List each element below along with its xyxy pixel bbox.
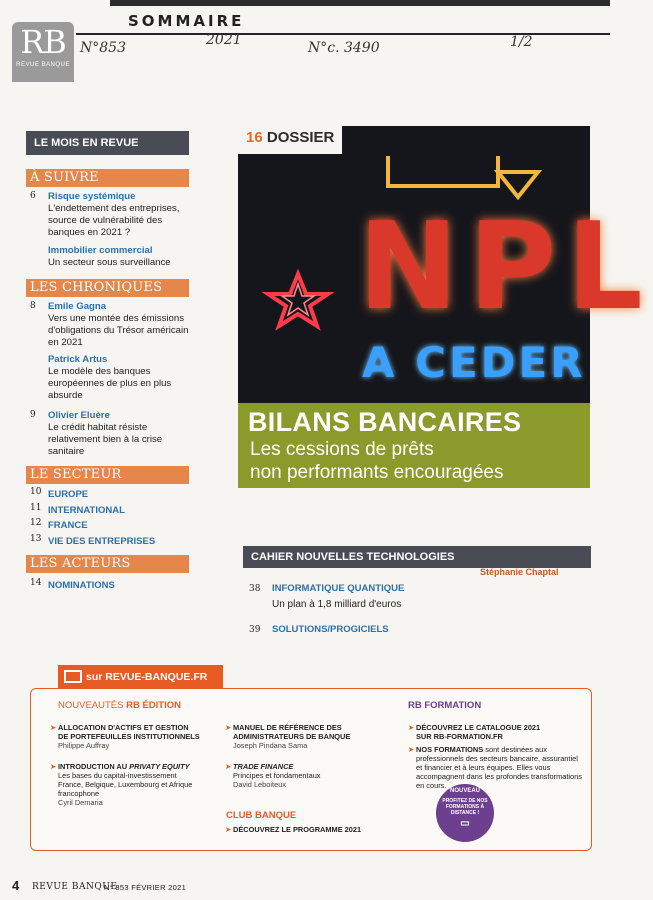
entry-author: Emile Gagna — [48, 301, 107, 312]
nouveautes-label: NOUVEAUTÉS — [58, 700, 124, 711]
page-number: 14 — [30, 578, 42, 588]
club-heading: CLUB BANQUE — [226, 810, 297, 821]
nouveautes-brand: RB ÉDITION — [126, 700, 181, 711]
formation-text: sont destinées aux professionnels des secteurs bancaire, assurantiel et financier et à leurs équipes. Elles vous accompagnent dans les profondes transformations en cours. — [416, 745, 582, 790]
list-item[interactable] — [26, 245, 189, 269]
book-title-line2: DE PORTEFEUILLES INSTITUTIONNELS — [58, 732, 200, 741]
list-item[interactable] — [26, 301, 189, 349]
footer-publication: REVUE BANQUE — [32, 882, 118, 892]
page-number: 38 — [249, 584, 261, 594]
book-title-emphasis: PRIVATY EQUITY — [129, 762, 190, 771]
handwritten-issue: N°853 — [80, 40, 126, 56]
list-item[interactable] — [26, 191, 189, 239]
dossier-tab — [238, 126, 342, 154]
neon-ceder-text: A CEDER — [362, 338, 586, 387]
formation-heading: RB FORMATION — [408, 700, 482, 711]
section-chroniques: LES CHRONIQUES — [26, 279, 189, 297]
entry-topic: Risque systémique — [48, 191, 136, 202]
entry-title: L'endettement des entreprises, source de vulnérabilité des banques en 2021 ? — [48, 203, 180, 238]
book-item[interactable] — [50, 723, 223, 750]
page-number: 11 — [30, 502, 42, 513]
list-item[interactable] — [26, 503, 189, 519]
neon-npl-text: NPL — [358, 198, 653, 337]
book-title-emphasis: TRADE FINANCE — [233, 762, 294, 771]
dossier-title: BILANS BANCAIRES — [248, 407, 522, 437]
list-item[interactable] — [26, 410, 189, 458]
dossier-page-number: 16 — [246, 129, 263, 146]
entry-author: Olivier Eluère — [48, 410, 110, 421]
formation-item-line1: DÉCOUVREZ LE CATALOGUE 2021 — [416, 723, 541, 732]
cahier-heading: CAHIER NOUVELLES TECHNOLOGIES — [243, 546, 591, 568]
logo-mark: RB — [20, 23, 66, 61]
book-subtitle: France, Belgique, Luxembourg et Afrique francophone — [58, 780, 193, 798]
entry-title: FRANCE — [48, 520, 88, 531]
dossier-subtitle-line2: non performants encouragées — [250, 462, 504, 483]
formation-lead: NOS FORMATIONS — [416, 745, 484, 754]
list-item[interactable] — [26, 354, 189, 402]
book-subtitle: Les bases du capital-investissement — [58, 771, 177, 780]
neon-arrow-line — [388, 156, 498, 186]
entry-author: Patrick Artus — [48, 354, 108, 365]
revue-banque-site-button[interactable] — [58, 665, 223, 689]
dossier-label: DOSSIER — [266, 129, 335, 146]
neon-arrow-head — [498, 172, 538, 197]
club-item-label: DÉCOUVREZ LE PROGRAMME 2021 — [233, 825, 362, 834]
computer-icon — [64, 670, 82, 683]
cahier-item-title[interactable]: INFORMATIQUE QUANTIQUE — [272, 583, 405, 594]
entry-topic: Immobilier commercial — [48, 245, 153, 256]
page-title: SOMMAIRE — [128, 12, 245, 30]
book-author: Cyril Demaria — [58, 798, 103, 807]
entry-title: EUROPE — [48, 489, 89, 500]
book-title-line1: ALLOCATION D'ACTIFS ET GESTION — [58, 723, 189, 732]
formation-catalogue-link[interactable] — [408, 723, 586, 741]
dossier-title-block[interactable] — [238, 403, 590, 488]
cahier-item-text: Un plan à 1,8 milliard d'euros — [272, 599, 402, 610]
entry-title: Un secteur sous surveillance — [48, 257, 171, 268]
cahier-item-title[interactable]: SOLUTIONS/PROGICIELS — [272, 624, 389, 635]
arrow-icon: ➤ — [408, 723, 415, 732]
formation-item-line2: SUR RB-FORMATION.FR — [416, 732, 503, 741]
entry-title: Le crédit habitat résiste relativement bien à la crise sanitaire — [48, 422, 163, 457]
page-number: 39 — [249, 625, 261, 635]
book-title-line1: MANUEL DE RÉFÉRENCE DES — [233, 723, 342, 732]
section-heading: LE MOIS EN REVUE — [26, 131, 189, 155]
nouveau-badge[interactable] — [436, 784, 494, 842]
list-item[interactable] — [26, 518, 189, 534]
book-item[interactable] — [50, 762, 233, 807]
entry-title: Le modèle des banques européennes de plus en plus absurde — [48, 366, 172, 401]
section-a-suivre: À SUIVRE — [26, 169, 189, 187]
arrow-icon: ➤ — [50, 762, 57, 771]
arrow-icon: ➤ — [50, 723, 57, 732]
club-item[interactable] — [225, 825, 393, 834]
book-subtitle: Principes et fondamentaux — [233, 771, 321, 780]
page-number: 8 — [30, 301, 36, 311]
list-item[interactable] — [26, 578, 189, 594]
badge-text: PROFITEZ DE NOS FORMATIONS À DISTANCE ! — [442, 798, 488, 816]
page-number: 9 — [30, 410, 36, 420]
entry-title: INTERNATIONAL — [48, 504, 125, 516]
badge-top-label: NOUVEAU — [449, 788, 480, 794]
top-rule — [110, 0, 610, 6]
book-title-line1: INTRODUCTION AU — [58, 762, 128, 771]
book-author: Joseph Pindana Sama — [233, 741, 308, 750]
handwritten-page: 1/2 — [510, 34, 533, 50]
arrow-icon: ➤ — [408, 745, 415, 754]
footer-issue: N° 853 FÉVRIER 2021 — [104, 883, 187, 892]
entry-title: VIE DES ENTREPRISES — [48, 535, 156, 547]
month-review-column — [26, 131, 189, 594]
neon-star-inner — [282, 284, 314, 315]
arrow-icon: ➤ — [225, 723, 232, 732]
book-author: David Leboiteux — [233, 780, 287, 789]
logo-subtitle: REVUE BANQUE — [16, 62, 70, 68]
revue-banque-logo — [12, 22, 74, 82]
book-title-line2: ADMINISTRATEURS DE BANQUE — [233, 732, 351, 741]
page-number: 13 — [30, 533, 42, 544]
book-item[interactable] — [225, 762, 393, 789]
book-item[interactable] — [225, 723, 393, 750]
page-number: 6 — [30, 191, 36, 201]
section-acteurs: LES ACTEURS — [26, 555, 189, 573]
handwritten-ref: N°c. 3490 — [308, 40, 380, 56]
nouveautes-heading — [58, 700, 181, 711]
section-secteur: LE SECTEUR — [26, 466, 189, 484]
laptop-icon: ▭ — [460, 818, 470, 829]
site-button-label: sur REVUE-BANQUE.FR — [86, 671, 208, 683]
handwritten-year: 2021 — [206, 32, 242, 48]
list-item[interactable] — [26, 534, 189, 550]
arrow-icon: ➤ — [225, 825, 232, 834]
arrow-icon: ➤ — [225, 762, 232, 771]
formation-description — [408, 745, 586, 790]
page-number: 4 — [12, 878, 20, 893]
entry-title: NOMINATIONS — [48, 580, 115, 591]
list-item[interactable] — [26, 487, 189, 503]
page-number: 10 — [30, 487, 42, 497]
book-author: Philippe Auffray — [58, 741, 110, 750]
entry-title: Vers une montée des émissions d'obligations du Trésor américain en 2021 — [48, 313, 189, 348]
page-number: 12 — [30, 518, 42, 528]
dossier-subtitle-line1: Les cessions de prêts — [250, 439, 434, 460]
cahier-author: Stéphanie Chaptal — [480, 567, 559, 577]
